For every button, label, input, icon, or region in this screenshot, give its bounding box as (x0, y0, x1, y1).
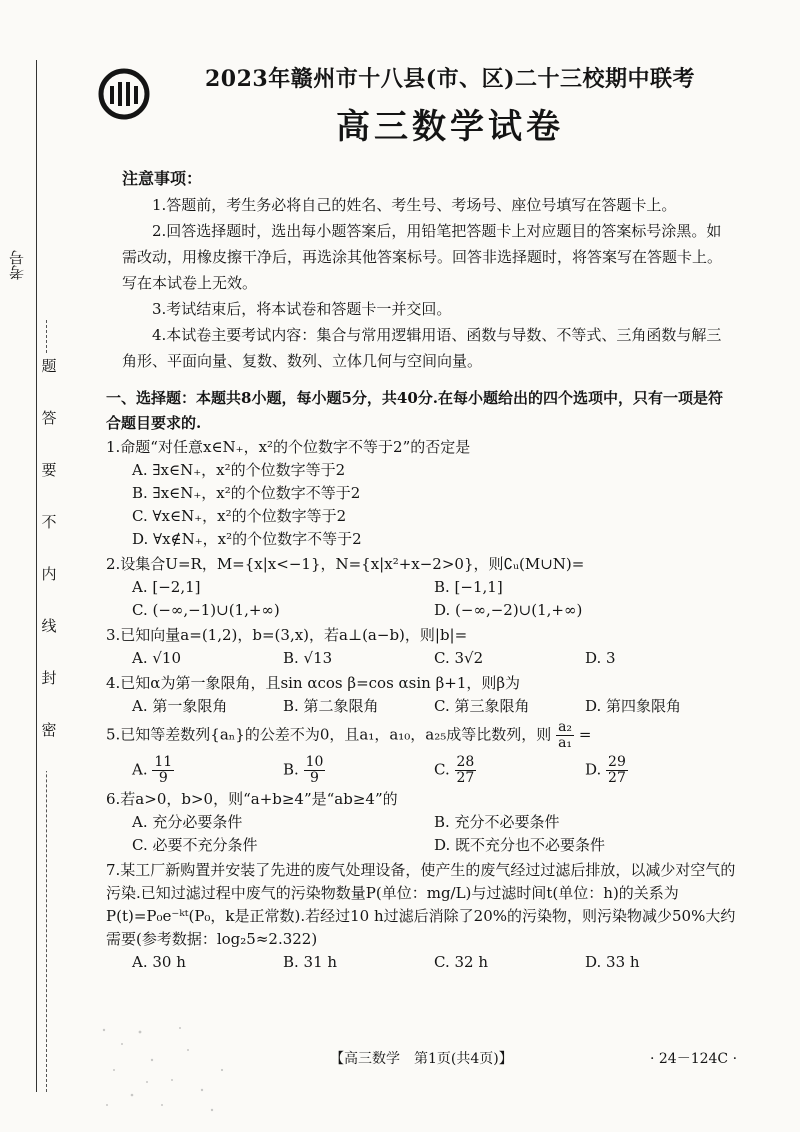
question-1 (106, 436, 736, 551)
seal-char: 密 (38, 719, 60, 771)
page-indicator: 【高三数学 第1页(共4页)】 (330, 1051, 513, 1067)
fraction (304, 755, 326, 786)
exam-logo-icon (98, 68, 150, 120)
option: D. 33 h (585, 953, 640, 971)
seal-char: 要 (38, 459, 60, 511)
option-label: D. (585, 760, 602, 779)
option: B. 31 h (283, 953, 338, 971)
option (434, 755, 585, 786)
seal-char: 答 (38, 407, 60, 459)
question-2 (106, 553, 736, 622)
fraction-denominator: 27 (608, 770, 626, 786)
question-stem: 6.若a>0，b>0，则“a+b≥4”是“ab≥4”的 (106, 790, 398, 808)
question-5 (106, 720, 736, 786)
fraction-denominator: 27 (456, 770, 475, 786)
option: C. 第三象限角 (434, 697, 530, 715)
notice-heading: 注意事项： (122, 169, 203, 188)
exam-number-label: 考号 (8, 250, 26, 280)
binding-margin (0, 0, 80, 1132)
option: B. ∃x∈N₊，x²的个位数字不等于2 (132, 484, 361, 502)
option-label: B. (283, 760, 299, 779)
fraction (455, 755, 477, 786)
option: A. 充分必要条件 (132, 813, 243, 831)
fraction-numerator: 11 (154, 754, 173, 770)
question-stem: 7.某工厂新购置并安装了先进的废气处理设备，使产生的废气经过过滤后排放，以减少对空气的污染.已知过滤过程中废气的污染物数量P(单位：mg/L)与过滤时间t(单位：h)的关系为P(t)=P₀e⁻ᵏᵗ(P₀，k是正常数).若经过10 h过滤后消除了20%的污染物，则污染物减少50%大约需要(参考数据：log₂5≈2.322) (106, 861, 736, 948)
notice-item: 4.本试卷主要考试内容：集合与常用逻辑用语、函数与导数、不等式、三角函数与解三角形、平面向量、复数、数列、立体几何与空间向量。 (122, 326, 722, 370)
question-stem: 4.已知α为第一象限角，且sin αcos β=cos αsin β+1，则β为 (106, 674, 521, 692)
exam-header (150, 62, 750, 148)
seal-char: 内 (38, 563, 60, 615)
question-list (106, 436, 736, 976)
seal-char: 题 (38, 355, 60, 407)
question-stem: 1.命题“对任意x∈N₊，x²的个位数字不等于2”的否定是 (106, 438, 471, 456)
margin-line (36, 60, 37, 1092)
option: B. 充分不必要条件 (434, 813, 560, 831)
paper-code: · 24－124C · (650, 1051, 738, 1067)
exam-title: 2023年赣州市十八县(市、区)二十三校期中联考 (204, 66, 696, 92)
seal-char: 不 (38, 511, 60, 563)
question-stem: 2.设集合U=R，M={x|x<−1}，N={x|x²+x−2>0}，则∁ᵤ(M∪N)= (106, 555, 585, 573)
seal-char: 线 (38, 615, 60, 667)
scan-noise (92, 1010, 272, 1120)
notice-item: 2.回答选择题时，选出每小题答案后，用铅笔把答题卡上对应题目的答案标号涂黑。如需改动，用橡皮擦干净后，再选涂其他答案标号。回答非选择题时，将答案写在答题卡上。写在本试卷上无效。 (122, 222, 723, 292)
option: D. 既不充分也不必要条件 (434, 836, 606, 854)
question-stem: 3.已知向量a=(1,2)，b=(3,x)，若a⊥(a−b)，则|b|= (106, 626, 468, 644)
question-stem-row (106, 720, 736, 751)
option-label: C. (434, 760, 450, 779)
fraction-numerator: 28 (456, 754, 475, 770)
option (283, 755, 434, 786)
option: B. 第二象限角 (283, 697, 379, 715)
option: D. (−∞,−2)∪(1,+∞) (434, 601, 583, 619)
fraction-denominator: 9 (310, 770, 319, 786)
option: C. (−∞,−1)∪(1,+∞) (132, 601, 280, 619)
fraction-denominator: 9 (158, 770, 168, 786)
option (585, 755, 736, 786)
seal-char: 封 (38, 667, 60, 719)
fraction-denominator: a₁ (558, 735, 573, 751)
question-3 (106, 624, 736, 670)
fraction (606, 755, 628, 786)
subject-title: 高三数学试卷 (336, 107, 564, 147)
fraction (556, 720, 574, 751)
option: C. 3√2 (434, 649, 484, 667)
option: A. √10 (132, 649, 182, 667)
fraction-numerator: a₂ (558, 719, 573, 735)
notice-item: 1.答题前，考生务必将自己的姓名、考生号、考场号、座位号填写在答题卡上。 (152, 196, 677, 214)
option: C. ∀x∈N₊，x²的个位数字等于2 (132, 507, 347, 525)
option: C. 32 h (434, 953, 488, 971)
option: C. 必要不充分条件 (132, 836, 258, 854)
option: B. √13 (283, 649, 333, 667)
seal-line-text (38, 355, 60, 771)
fraction-numerator: 29 (608, 754, 626, 770)
option: B. [−1,1] (434, 578, 503, 596)
option: A. 第一象限角 (132, 697, 228, 715)
option (132, 755, 283, 786)
option: A. [−2,1] (132, 578, 201, 596)
question-stem: 5.已知等差数列{aₙ}的公差不为0，且a₁，a₁₀，a₂₅成等比数列，则 (106, 725, 552, 744)
option: D. 3 (585, 649, 616, 667)
question-stem-tail: = (578, 725, 592, 744)
option-label: A. (132, 760, 148, 779)
fraction (152, 755, 174, 786)
question-7 (106, 859, 736, 974)
option: D. 第四象限角 (585, 697, 682, 715)
notice-item: 3.考试结束后，将本试卷和答题卡一并交回。 (152, 300, 452, 318)
notice-block (122, 166, 722, 374)
option: A. 30 h (132, 953, 186, 971)
fraction-numerator: 10 (305, 754, 324, 770)
option: A. ∃x∈N₊，x²的个位数字等于2 (132, 461, 346, 479)
option: D. ∀x∉N₊，x²的个位数字不等于2 (132, 530, 362, 548)
section-heading: 一、选择题：本题共8小题，每小题5分，共40分.在每小题给出的四个选项中，只有一项是符合题目要求的. (106, 389, 723, 432)
question-4 (106, 672, 736, 718)
question-6 (106, 788, 736, 857)
